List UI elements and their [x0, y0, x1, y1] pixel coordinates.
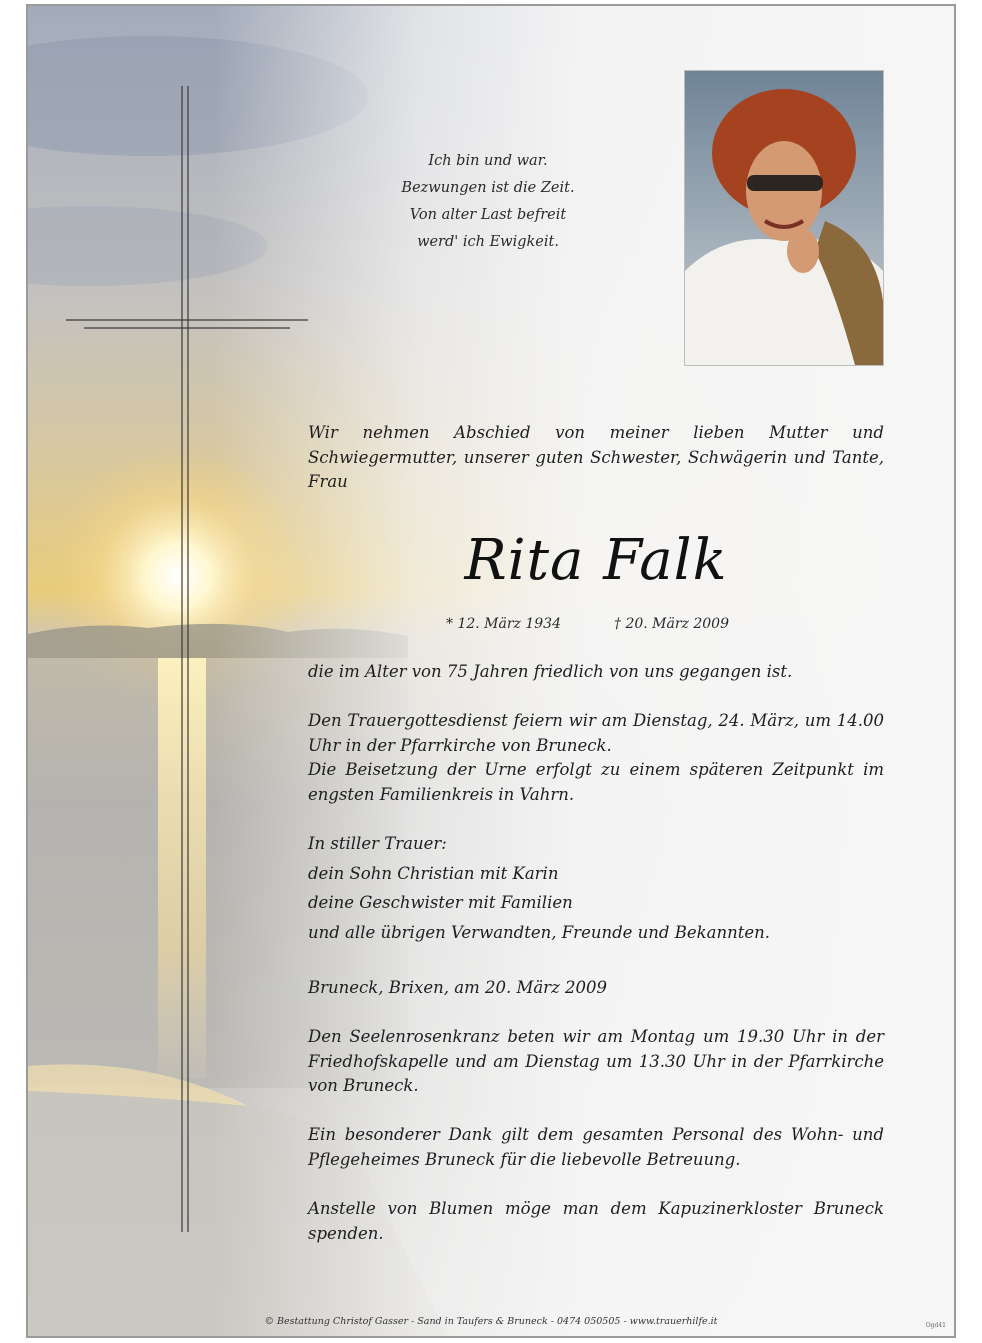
poem-line: Bezwungen ist die Zeit.: [401, 180, 575, 196]
poem: [368, 148, 608, 256]
deceased-name: Rita Falk: [464, 528, 728, 593]
birth-date: * 12. März 1934: [446, 616, 561, 632]
mourner-line: deine Geschwister mit Familien: [308, 893, 573, 912]
mourners-heading: In stiller Trauer:: [308, 834, 447, 853]
poem-line: Ich bin und war.: [428, 153, 548, 169]
thanks-text: Ein besonderer Dank gilt dem gesamten Personal des Wohn- und Pflegeheimes Bruneck für die liebevolle Betreuung.: [308, 1125, 884, 1169]
mourner-line: und alle übrigen Verwandten, Freunde und Bekannten.: [308, 922, 770, 942]
death-date: † 20. März 2009: [614, 616, 729, 632]
poem-line: werd' ich Ewigkeit.: [417, 234, 559, 250]
portrait-photo: [684, 70, 884, 366]
poem-line: Von alter Last befreit: [409, 207, 567, 223]
mourner-line: dein Sohn Christian mit Karin: [308, 863, 559, 883]
age-line: die im Alter von 75 Jahren friedlich von uns gegangen ist.: [308, 662, 793, 681]
donation-text: Anstelle von Blumen möge man dem Kapuzinerkloster Bruneck spenden.: [308, 1199, 884, 1243]
document-code: Ogd41: [925, 1322, 946, 1329]
obituary-card: [26, 4, 956, 1338]
intro-text: Wir nehmen Abschied von meiner lieben Mutter und Schwiegermutter, unserer guten Schwester, Schwägerin und Tante, Frau: [308, 423, 884, 491]
footer-credit: © Bestattung Christof Gasser - Sand in Taufers & Bruneck - 0474 050505 - www.trauerhilfe.it: [264, 1316, 718, 1327]
rosary-text: Den Seelenrosenkranz beten wir am Montag um 19.30 Uhr in der Friedhofskapelle und am Dienstag um 13.30 Uhr in der Pfarrkirche von Bruneck.: [308, 1027, 884, 1095]
mourners: [308, 829, 884, 947]
service-text: Den Trauergottesdienst feiern wir am Dienstag, 24. März, um 14.00 Uhr in der Pfarrkirche von Bruneck.: [308, 711, 884, 755]
place-date: Bruneck, Brixen, am 20. März 2009: [308, 978, 607, 997]
burial-text: Die Beisetzung der Urne erfolgt zu einem späteren Zeitpunkt im engsten Familienkreis in Vahrn.: [308, 760, 884, 804]
